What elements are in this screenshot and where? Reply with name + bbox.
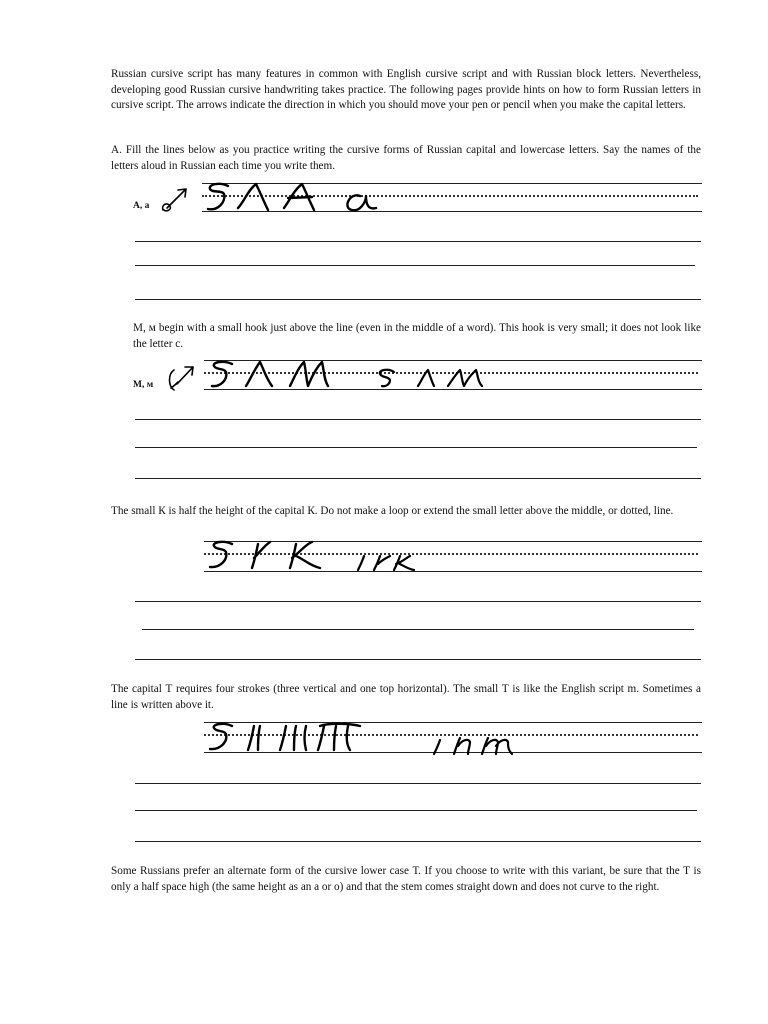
practice-line	[135, 241, 701, 242]
cursive-sample-t	[202, 718, 532, 756]
k-note-paragraph: The small К is half the height of the capital К. Do not make a loop or extend the small letter above the middle, or dotted, line.	[111, 505, 674, 517]
m-note-paragraph: М, м begin with a small hook just above the line (even in the middle of a word). This hook is very small; it does not look like the letter с.	[133, 322, 701, 350]
practice-line	[135, 659, 701, 660]
practice-line	[135, 601, 701, 602]
stroke-direction-arrow-a	[160, 186, 190, 216]
cursive-sample-m	[202, 356, 512, 392]
practice-line	[135, 783, 701, 784]
intro-paragraph: Russian cursive script has many features in common with English cursive script and with Russian block letters. Nevertheless, developing good Russian cursive handwriting takes practice. The following pages provide hints on how to form Russian letters in cursive script. The arrows indicate the direction in which you should move your pen or pencil when you make the capital letters.	[111, 68, 701, 111]
cursive-sample-a	[200, 180, 400, 216]
t-note-paragraph: The capital Т requires four strokes (three vertical and one top horizontal). The small Т is like the English script m. Sometimes a line is written above it.	[111, 683, 701, 711]
letter-label-m: М, м	[133, 380, 154, 390]
t-alternate-note-paragraph: Some Russians prefer an alternate form of the cursive lower case Т. If you choose to write with this variant, be sure that the Т is only a half space high (the same height as an а or о) and that the stem comes straight down and does not curve to the right.	[111, 865, 701, 893]
practice-line	[135, 447, 697, 448]
practice-line	[135, 265, 695, 266]
cursive-sample-k	[202, 536, 432, 574]
stroke-direction-arrow-m	[166, 362, 196, 394]
practice-line	[135, 419, 701, 420]
practice-line	[135, 478, 701, 479]
practice-line	[135, 299, 701, 300]
letter-label-a: А, а	[133, 201, 150, 211]
practice-line	[135, 841, 701, 842]
instruction-paragraph: A. Fill the lines below as you practice writing the cursive forms of Russian capital and lowercase letters. Say the names of the letters aloud in Russian each time you write them.	[111, 144, 701, 172]
practice-line	[142, 629, 694, 630]
practice-line	[135, 810, 697, 811]
